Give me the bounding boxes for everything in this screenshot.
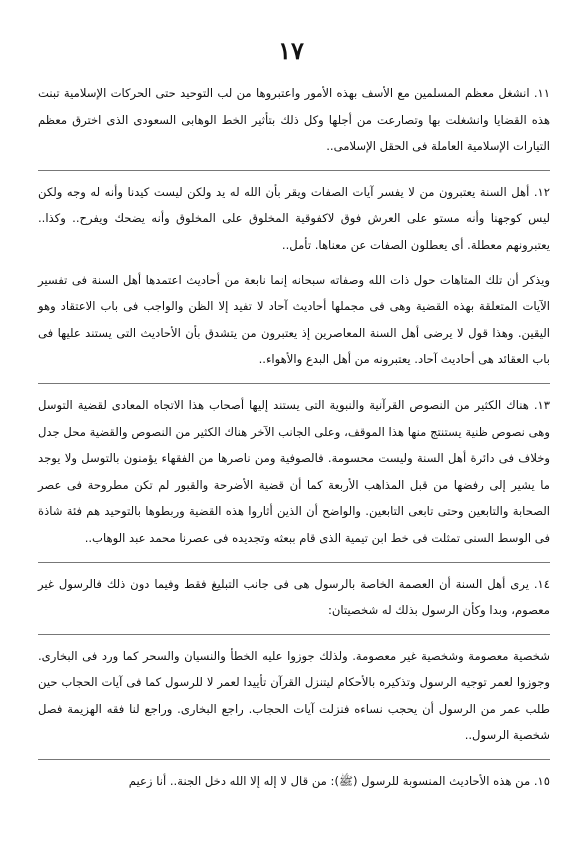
paragraph: ١٣. هناك الكثير من النصوص القرآنية والنبوية التى يستند إليها أصحاب هذا الاتجاه المعادى لقضية التوسل وهى نصوص ظنية يستنتج منها هذا الموقف، وعلى الجانب الآخر هناك الكثير من النصوص والقضية محل جدل وخلاف فى دائرة أهل السنة وليست محسومة. فالصوفية ومن ناصرها من الفقهاء يؤمنون بالتوسل ولا يوجد ما يشير إلى رفضها من قبل المذاهب الأربعة كما أن قضية الأضرحة والقبور لم تكن مطروحة فى عصر الصحابة والتابعين وحتى تابعى التابعين. والواضح أن الذين أثاروا هذه القضية وربطوها بالتوحيد هم فئة شاذة فى الوسط السنى تمثلت فى خط ابن تيمية الذى قام ببعثه وتجديده فى عصرنا محمد عبد الوهاب.. — [38, 397, 550, 545]
paragraph: ويذكر أن تلك المتاهات حول ذات الله وصفاته سبحانه إنما نابعة من أحاديث اعتمدها أهل السنة فى تفسير الآيات المتعلقة بهذه القضية وهى فى مجملها أحاديث آحاد لا تفيد إلا الظن والواجب فى باب الاعتقاد وهو اليقين. وهذا قول لا يرضى أهل السنة المعاصرين إذ يعتبرون من يتشدق بأن الأحاديث التى يستند عليها فى باب العقائد هى أحاديث آحاد. يعتبرونه من أهل البدع والأهواء.. — [38, 272, 550, 367]
paragraph: ١٥. من هذه الأحاديث المنسوبة للرسول (ﷺ): من قال لا إله إلا الله دخل الجنة.. أنا زعيم — [128, 774, 550, 789]
note-15 — [38, 768, 550, 805]
page-body — [38, 80, 550, 813]
paragraph: ١٢. أهل السنة يعتبرون من لا يفسر آيات الصفات ويقر بأن الله له يد ولكن ليست كيدنا وأنه له وجه ولكن ليس كوجهنا وأنه مستو على العرش فوق لاكفوقية المخلوق على المخلوق وأنه يضحك ويفرح.. وكذا.. يعتبرونهم معطلة. أى يعطلون الصفات عن معناها. تأمل.. — [38, 184, 550, 252]
note-14-continued — [38, 643, 550, 760]
paragraph: شخصية معصومة وشخصية غير معصومة. ولذلك جوزوا عليه الخطأ والنسيان والسحر كما ورد فى البخارى. وجوزوا لعمر توجيه الرسول وتذكيره بالأحكام ليتنزل القرآن تأييدا لعمر لا للرسول كما فى آيات الحجاب حين طلب عمر من الرسول أن يحجب نساءه فنزلت آيات الحجاب. راجع البخارى. وراجع لنا فقه الهزيمة فصل شخصية الرسول.. — [38, 648, 550, 743]
paragraph: ١٤. يرى أهل السنة أن العصمة الخاصة بالرسول هى فى جانب التبليغ فقط وفيما دون ذلك فالرسول غير معصوم، وبدا وكأن الرسول بذلك له شخصيتان: — [38, 576, 550, 618]
note-13 — [38, 392, 550, 563]
page-number: ١٧ — [278, 36, 304, 65]
note-14 — [38, 571, 550, 635]
paragraph: ١١. انشغل معظم المسلمين مع الأسف بهذه الأمور واعتبروها من لب التوحيد حتى الحركات الإسلامية تبنت هذه القضايا وانشغلت بها وتصارعت من أجلها وكل ذلك بتأثير الخط الوهابى السعودى الذى اخترق معظم التيارات الإسلامية العاملة فى الحقل الإسلامى.. — [38, 86, 550, 154]
note-11 — [38, 80, 550, 171]
note-12 — [38, 179, 550, 384]
